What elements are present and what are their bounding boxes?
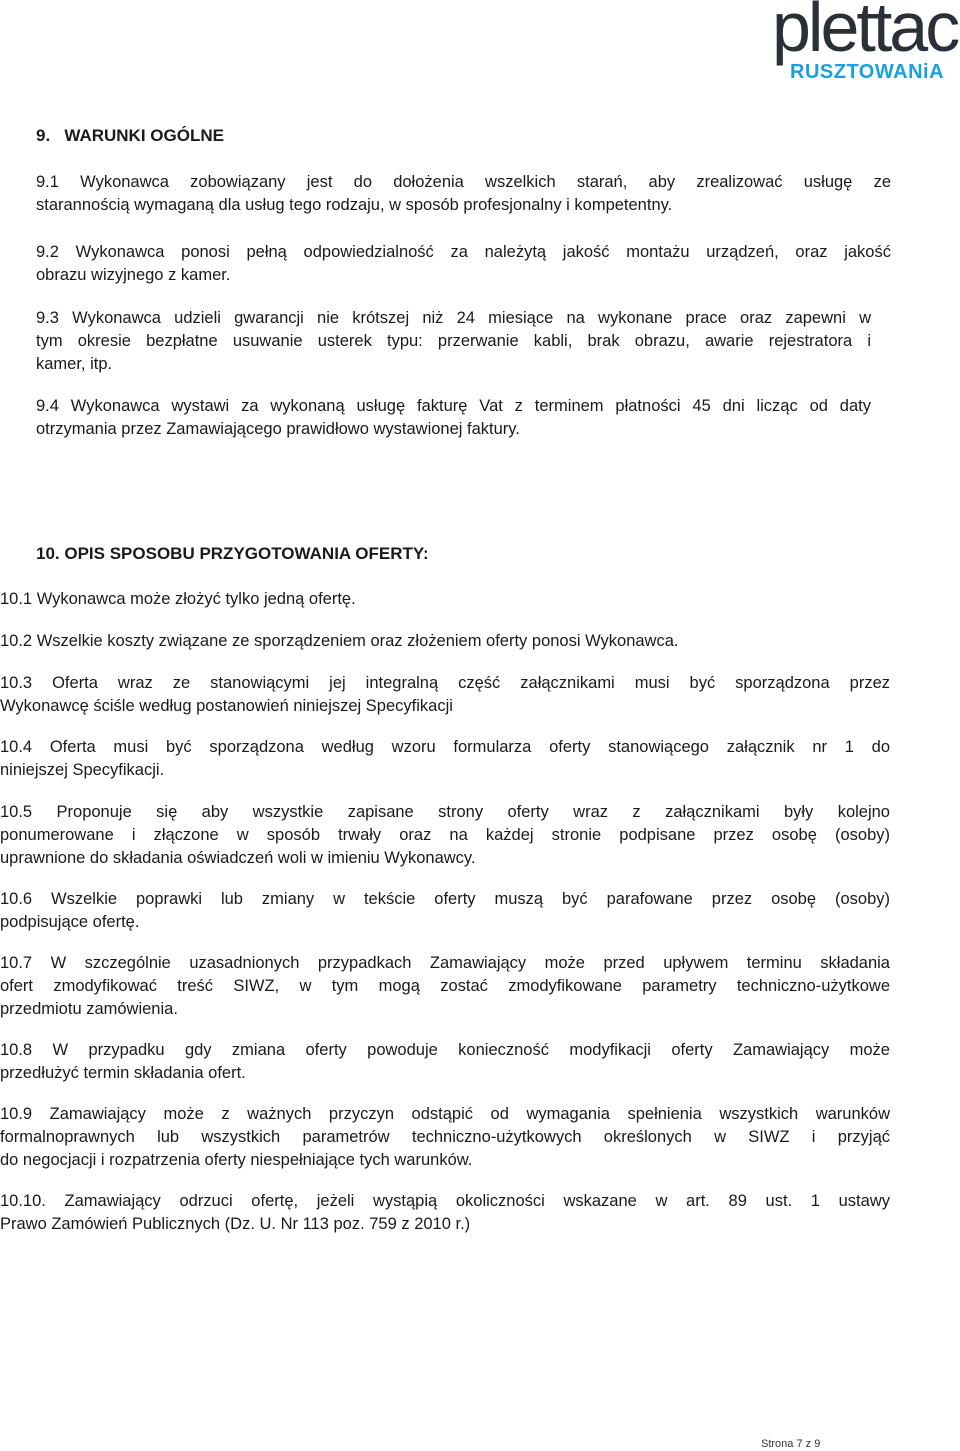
paragraph-10-5 [0,801,890,870]
page-number: Strona 7 z 9 [761,1438,821,1450]
paragraph-9-4 [36,395,871,441]
paragraph-9-1 [36,171,891,217]
paragraph-10-7 [0,952,890,1021]
paragraph-line: formalnoprawnych lub wszystkich parametrów techniczno-użytkowych określonych w SIWZ i przyjąć [0,1128,890,1146]
paragraph-line: 10.8 W przypadku gdy zmiana oferty powoduje konieczność modyfikacji oferty Zamawiający może [0,1041,890,1059]
paragraph-line: 9.4 Wykonawca wystawi za wykonaną usługę fakturę Vat z terminem płatności 45 dni licząc od daty [36,397,871,415]
paragraph-line: 10.10. Zamawiający odrzuci ofertę, jeżeli wystąpią okoliczności wskazane w art. 89 ust. 1 ustawy [0,1192,890,1210]
paragraph-10-3 [0,672,890,718]
paragraph-line: podpisujące ofertę. [0,913,140,931]
paragraph-line: 9.1 Wykonawca zobowiązany jest do dołożenia wszelkich starań, aby zrealizować usługę ze [36,173,891,191]
paragraph-line: Prawo Zamówień Publicznych (Dz. U. Nr 113 poz. 759 z 2010 r.) [0,1215,471,1233]
paragraph-line: uprawnione do składania oświadczeń woli w imieniu Wykonawcy. [0,849,476,867]
section-10-heading: 10. OPIS SPOSOBU PRZYGOTOWANIA OFERTY: [36,544,429,563]
paragraph-line: 10.9 Zamawiający może z ważnych przyczyn odstąpić od wymagania spełnienia wszystkich warunków [0,1105,890,1123]
plettac-logo [770,0,958,83]
paragraph-line: kamer, itp. [36,355,113,373]
paragraph-line: przedłużyć termin składania ofert. [0,1064,246,1082]
paragraph-line: Wykonawcę ściśle według postanowień niniejszej Specyfikacji [0,697,453,715]
paragraph-10-4 [0,736,890,782]
paragraph-10-8 [0,1039,890,1085]
paragraph-line: otrzymania przez Zamawiającego prawidłowo wystawionej faktury. [36,420,520,438]
paragraph-10-1 [0,588,890,611]
paragraph-10-2 [0,630,890,653]
paragraph-line: obrazu wizyjnego z kamer. [36,266,231,284]
paragraph-line: starannością wymaganą dla usług tego rodzaju, w sposób profesjonalny i kompetentny. [36,196,673,214]
section-9-heading: 9. WARUNKI OGÓLNE [36,126,224,145]
paragraph-line: 10.1 Wykonawca może złożyć tylko jedną ofertę. [0,590,356,608]
paragraph-line: 10.4 Oferta musi być sporządzona według wzoru formularza oferty stanowiącego załącznik nr 1 do [0,738,890,756]
paragraph-line: 9.2 Wykonawca ponosi pełną odpowiedzialność za należytą jakość montażu urządzeń, oraz jakość [36,243,891,261]
paragraph-10-9 [0,1103,890,1172]
paragraph-line: 9.3 Wykonawca udzieli gwarancji nie krótszej niż 24 miesiące na wykonane prace oraz zapewni w [36,309,871,327]
logo-subtitle: RUSZTOWANiA [790,61,945,83]
paragraph-10-6 [0,888,890,934]
paragraph-line: ponumerowane i złączone w sposób trwały oraz na każdej stronie podpisane przez osobę (osoby) [0,826,890,844]
paragraph-line: 10.5 Proponuje się aby wszystkie zapisane strony oferty wraz z załącznikami były kolejno [0,803,890,821]
paragraph-line: 10.2 Wszelkie koszty związane ze sporządzeniem oraz złożeniem oferty ponosi Wykonawca. [0,632,679,650]
paragraph-line: 10.6 Wszelkie poprawki lub zmiany w tekście oferty muszą być parafowane przez osobę (osoby) [0,890,890,908]
paragraph-line: przedmiotu zamówienia. [0,1000,178,1018]
logo-brand: plettac [772,0,958,66]
paragraph-9-3 [36,307,871,376]
paragraph-line: 10.3 Oferta wraz ze stanowiącymi jej integralną część załącznikami musi być sporządzona przez [0,674,890,692]
paragraph-line: do negocjacji i rozpatrzenia oferty niespełniające tych warunków. [0,1151,473,1169]
paragraph-9-2 [36,241,891,287]
paragraph-10-10 [0,1190,890,1236]
paragraph-line: 10.7 W szczególnie uzasadnionych przypadkach Zamawiający może przed upływem terminu składania [0,954,890,972]
paragraph-line: niniejszej Specyfikacji. [0,761,165,779]
paragraph-line: tym okresie bezpłatne usuwanie usterek typu: przerwanie kabli, brak obrazu, awarie rejestratora i [36,332,871,350]
paragraph-line: ofert zmodyfikować treść SIWZ, w tym mogą zostać zmodyfikowane parametry techniczno-użytkowe [0,977,890,995]
